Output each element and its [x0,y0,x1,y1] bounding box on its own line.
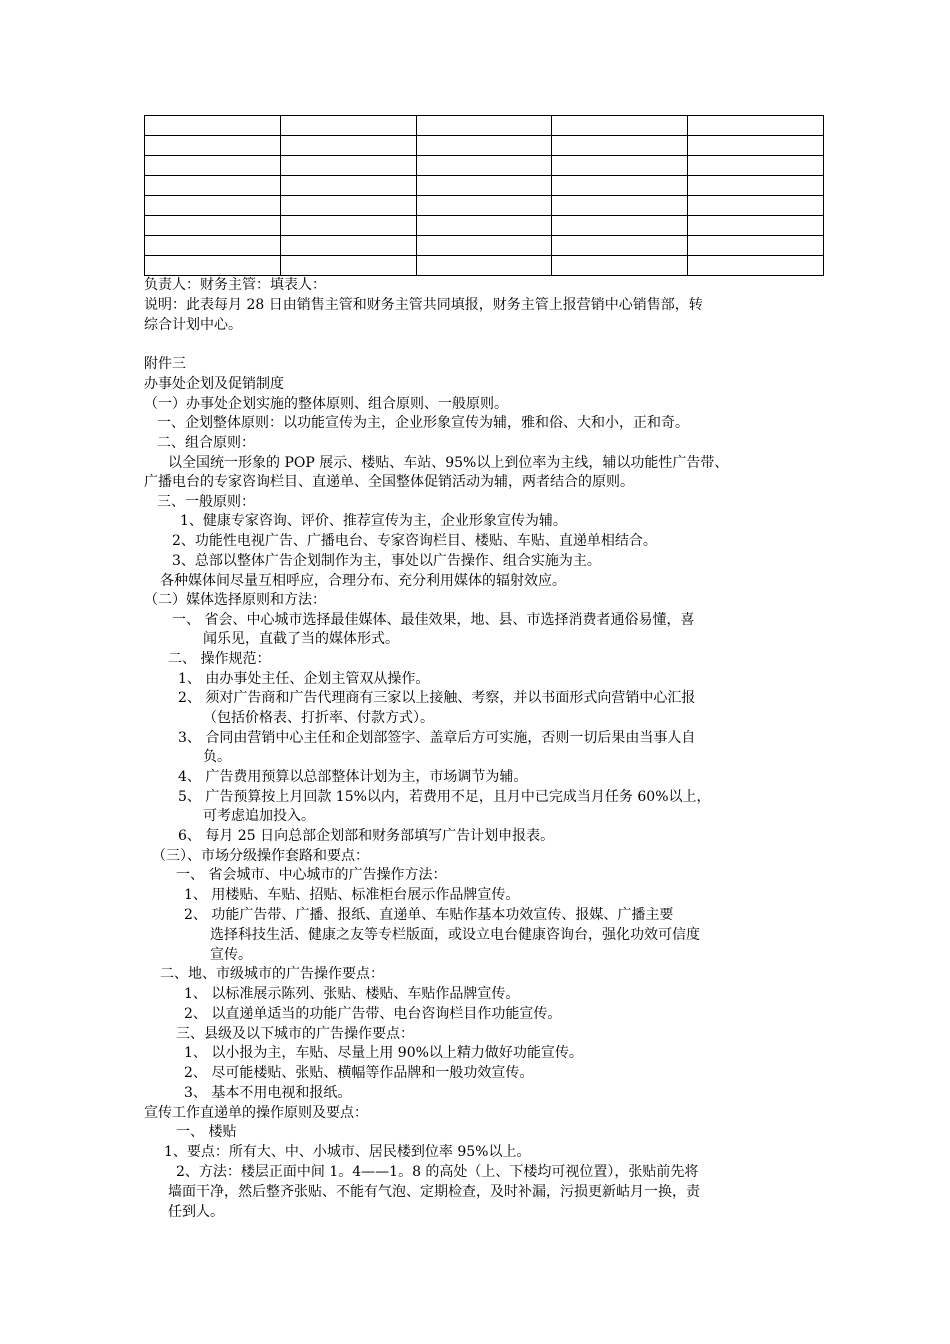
table-row [145,256,824,276]
table-cell [280,136,416,156]
table-cell [416,256,552,276]
text-line: 二、地、市级城市的广告操作要点： [160,966,384,982]
table-row [145,236,824,256]
text-line: 5、 广告预算按上月回款 15%以内，若费用不足，且月中已完成当月任务 60%以上， [178,789,711,805]
table-cell [280,116,416,136]
table-cell [280,256,416,276]
text-line: （二）媒体选择原则和方法： [144,592,326,608]
text-line: 2、 功能广告带、广播、报纸、直递单、车贴作基本功效宣传、报媒、广播主要 [184,907,674,923]
table-cell [552,256,688,276]
table-cell [416,136,552,156]
table-cell [280,216,416,236]
text-line: 负责人：财务主管：填表人： [144,277,326,293]
table-cell [280,156,416,176]
text-line: 2、 以直递单适当的功能广告带、电台咨询栏目作功能宣传。 [184,1006,562,1022]
text-line: 可考虑追加投入。 [203,808,315,824]
text-line: 1、 以小报为主，车贴、尽量上用 90%以上精力做好功能宣传。 [184,1045,583,1061]
table-row [145,116,824,136]
table-cell [416,236,552,256]
table-cell [552,196,688,216]
table-row [145,196,824,216]
table-cell [552,136,688,156]
text-line: （包括价格表、打折率、付款方式）。 [203,710,434,726]
text-line: 1、要点：所有大、中、小城市、居民楼到位率 95%以上。 [164,1144,531,1160]
table-cell [145,236,281,256]
text-line: 各种媒体间尽量互相呼应，合理分布、充分利用媒体的辐射效应。 [160,573,566,589]
table-cell [688,216,824,236]
text-line: 1、健康专家咨询、评价、推荐宣传为主，企业形象宣传为辅。 [180,513,567,529]
table-cell [280,176,416,196]
table-row [145,176,824,196]
text-line: 一、 省会、中心城市选择最佳媒体、最佳效果，地、县、市选择消费者通俗易懂，喜 [172,612,695,628]
text-line: 3、总部以整体广告企划制作为主，事处以广告操作、组合实施为主。 [172,553,601,569]
text-line: 6、 每月 25 日向总部企划部和财务部填写广告计划申报表。 [178,828,555,844]
table-cell [552,116,688,136]
text-line: 1、 用楼贴、车贴、招贴、标准柜台展示作品牌宣传。 [184,887,520,903]
table-row [145,216,824,236]
text-line: 1、 以标准展示陈列、张贴、楼贴、车贴作品牌宣传。 [184,986,520,1002]
table-cell [688,236,824,256]
text-line: 宣传。 [210,947,252,963]
table-cell [145,116,281,136]
table-cell [416,156,552,176]
text-line: 负。 [203,749,231,765]
table-cell [688,256,824,276]
table-cell [552,176,688,196]
text-line: 2、 须对广告商和广告代理商有三家以上接触、考察，并以书面形式向营销中心汇报 [178,690,696,706]
text-line: 二、组合原则： [157,435,255,451]
text-line: （一）办事处企划实施的整体原则、组合原则、一般原则。 [144,396,508,412]
text-line: 墙面干净，然后整齐张贴、不能有气泡、定期检查，及时补漏，污损更新岵月一换，责 [168,1184,700,1200]
text-line: 一、 省会城市、中心城市的广告操作方法： [176,867,447,883]
table-cell [552,216,688,236]
text-line: 以全国统一形象的 POP 展示、楼贴、车站、95%以上到位率为主线，辅以功能性广告带、 [168,455,729,471]
table-cell [145,216,281,236]
text-line: 说明：此表每月 28 日由销售主管和财务主管共同填报，财务主管上报营销中心销售部，转 [144,297,703,313]
text-line: 三、一般原则： [157,494,255,510]
table-cell [416,216,552,236]
blank-form-table [144,115,824,276]
text-line: 一、 楼贴 [176,1124,237,1140]
table-cell [552,236,688,256]
table-cell [145,256,281,276]
table-cell [280,196,416,216]
table-cell [416,196,552,216]
table-cell [416,176,552,196]
table-cell [552,156,688,176]
table-cell [688,156,824,176]
text-line: 选择科技生活、健康之友等专栏版面，或设立电台健康咨询台，强化功效可信度 [210,927,700,943]
table-cell [688,136,824,156]
table-row [145,136,824,156]
table-cell [145,156,281,176]
text-line: 二、 操作规范： [168,651,271,667]
text-line: 办事处企划及促销制度 [144,376,284,392]
text-line: 一、企划整体原则：以功能宣传为主，企业形象宣传为辅，雅和俗、大和小，正和奇。 [157,415,689,431]
table-cell [688,176,824,196]
text-line: 三、县级及以下城市的广告操作要点： [176,1026,414,1042]
table-cell [688,196,824,216]
text-line: 3、 合同由营销中心主任和企划部签字、盖章后方可实施，否则一切后果由当事人自 [178,730,696,746]
text-line: 综合计划中心。 [144,317,242,333]
table-cell [145,176,281,196]
text-line: 广播电台的专家咨询栏目、直递单、全国整体促销活动为辅，两者结合的原则。 [144,474,634,490]
text-line: （三）、市场分级操作套路和要点： [152,848,369,864]
text-line: 3、 基本不用电视和报纸。 [184,1085,352,1101]
text-line: 2、 尽可能楼贴、张贴、横幅等作品牌和一般功效宣传。 [184,1065,534,1081]
text-line: 宣传工作直递单的操作原则及要点： [144,1105,368,1121]
text-line: 2、功能性电视广告、广播电台、专家咨询栏目、楼贴、车贴、直递单相结合。 [172,533,657,549]
text-line: 任到人。 [168,1204,224,1220]
table-cell [688,116,824,136]
text-line: 附件三 [144,356,186,372]
table-cell [416,116,552,136]
text-line: 1、 由办事处主任、企划主管双从操作。 [178,671,430,687]
text-line: 2、方法：楼层正面中间 1。4——1。8 的高处（上、下楼均可视位置），张贴前先将 [176,1164,699,1180]
table-cell [280,236,416,256]
table-cell [145,136,281,156]
text-line: 4、 广告费用预算以总部整体计划为主，市场调节为辅。 [178,769,528,785]
table-row [145,156,824,176]
table-cell [145,196,281,216]
text-line: 闻乐见，直截了当的媒体形式。 [203,631,399,647]
